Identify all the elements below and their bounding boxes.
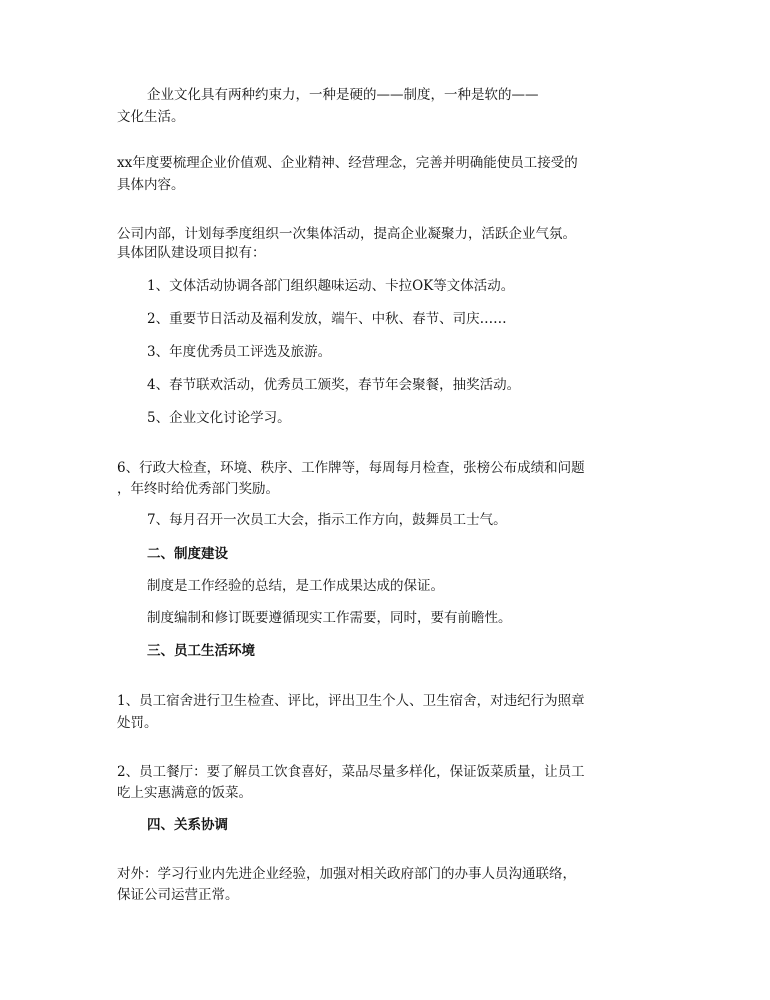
section-heading-relations: 四、关系协调 (147, 817, 228, 833)
paragraph-internal-activities-line2: 具体团队建设项目拟有： (117, 245, 266, 261)
paragraph-annual-values-line1: xx年度要梳理企业价值观、企业精神、经营理念，完善并明确能使员工接受的 (117, 155, 578, 171)
paragraph-internal-activities-line1: 公司内部，计划每季度组织一次集体活动，提高企业凝聚力，活跃企业气氛。 (117, 226, 576, 242)
list-item: 5、企业文化讨论学习。 (147, 410, 291, 426)
list-item: 2、重要节日活动及福利发放，端午、中秋、春节、司庆…… (147, 311, 507, 327)
paragraph-external-line2: 保证公司运营正常。 (117, 887, 239, 903)
paragraph-annual-values-line2: 具体内容。 (117, 177, 185, 193)
list-item-inspection-line2: ，年终时给优秀部门奖励。 (117, 481, 279, 497)
list-item: 1、文体活动协调各部门组织趣味运动、卡拉OK等文体活动。 (147, 278, 515, 294)
list-item-canteen-line1: 2、员工餐厅：要了解员工饮食喜好，菜品尽量多样化，保证饭菜质量，让员工 (117, 764, 585, 780)
section-heading-living-environment: 三、员工生活环境 (147, 643, 255, 659)
list-item-canteen-line2: 吃上实惠满意的饭菜。 (117, 785, 252, 801)
list-item: 3、年度优秀员工评选及旅游。 (147, 344, 332, 360)
list-item-dormitory-line2: 处罚。 (117, 715, 158, 731)
paragraph-external-line1: 对外：学习行业内先进企业经验，加强对相关政府部门的办事人员沟通联络， (117, 866, 576, 882)
list-item: 4、春节联欢活动，优秀员工颁奖，春节年会聚餐，抽奖活动。 (147, 377, 521, 393)
paragraph-culture-line1: 企业文化具有两种约束力，一种是硬的——制度，一种是软的—— (147, 87, 539, 103)
section-heading-system: 二、制度建设 (147, 546, 228, 562)
paragraph-system-revision: 制度编制和修订既要遵循现实工作需要，同时，要有前瞻性。 (147, 610, 512, 626)
list-item: 7、每月召开一次员工大会，指示工作方向，鼓舞员工士气。 (147, 512, 507, 528)
paragraph-system-summary: 制度是工作经验的总结，是工作成果达成的保证。 (147, 578, 444, 594)
paragraph-culture-line2: 文化生活。 (117, 109, 185, 125)
list-item-dormitory-line1: 1、员工宿舍进行卫生检查、评比，评出卫生个人、卫生宿舍，对违纪行为照章 (117, 693, 585, 709)
list-item-inspection-line1: 6、行政大检查，环境、秩序、工作牌等，每周每月检查，张榜公布成绩和问题 (117, 460, 585, 476)
